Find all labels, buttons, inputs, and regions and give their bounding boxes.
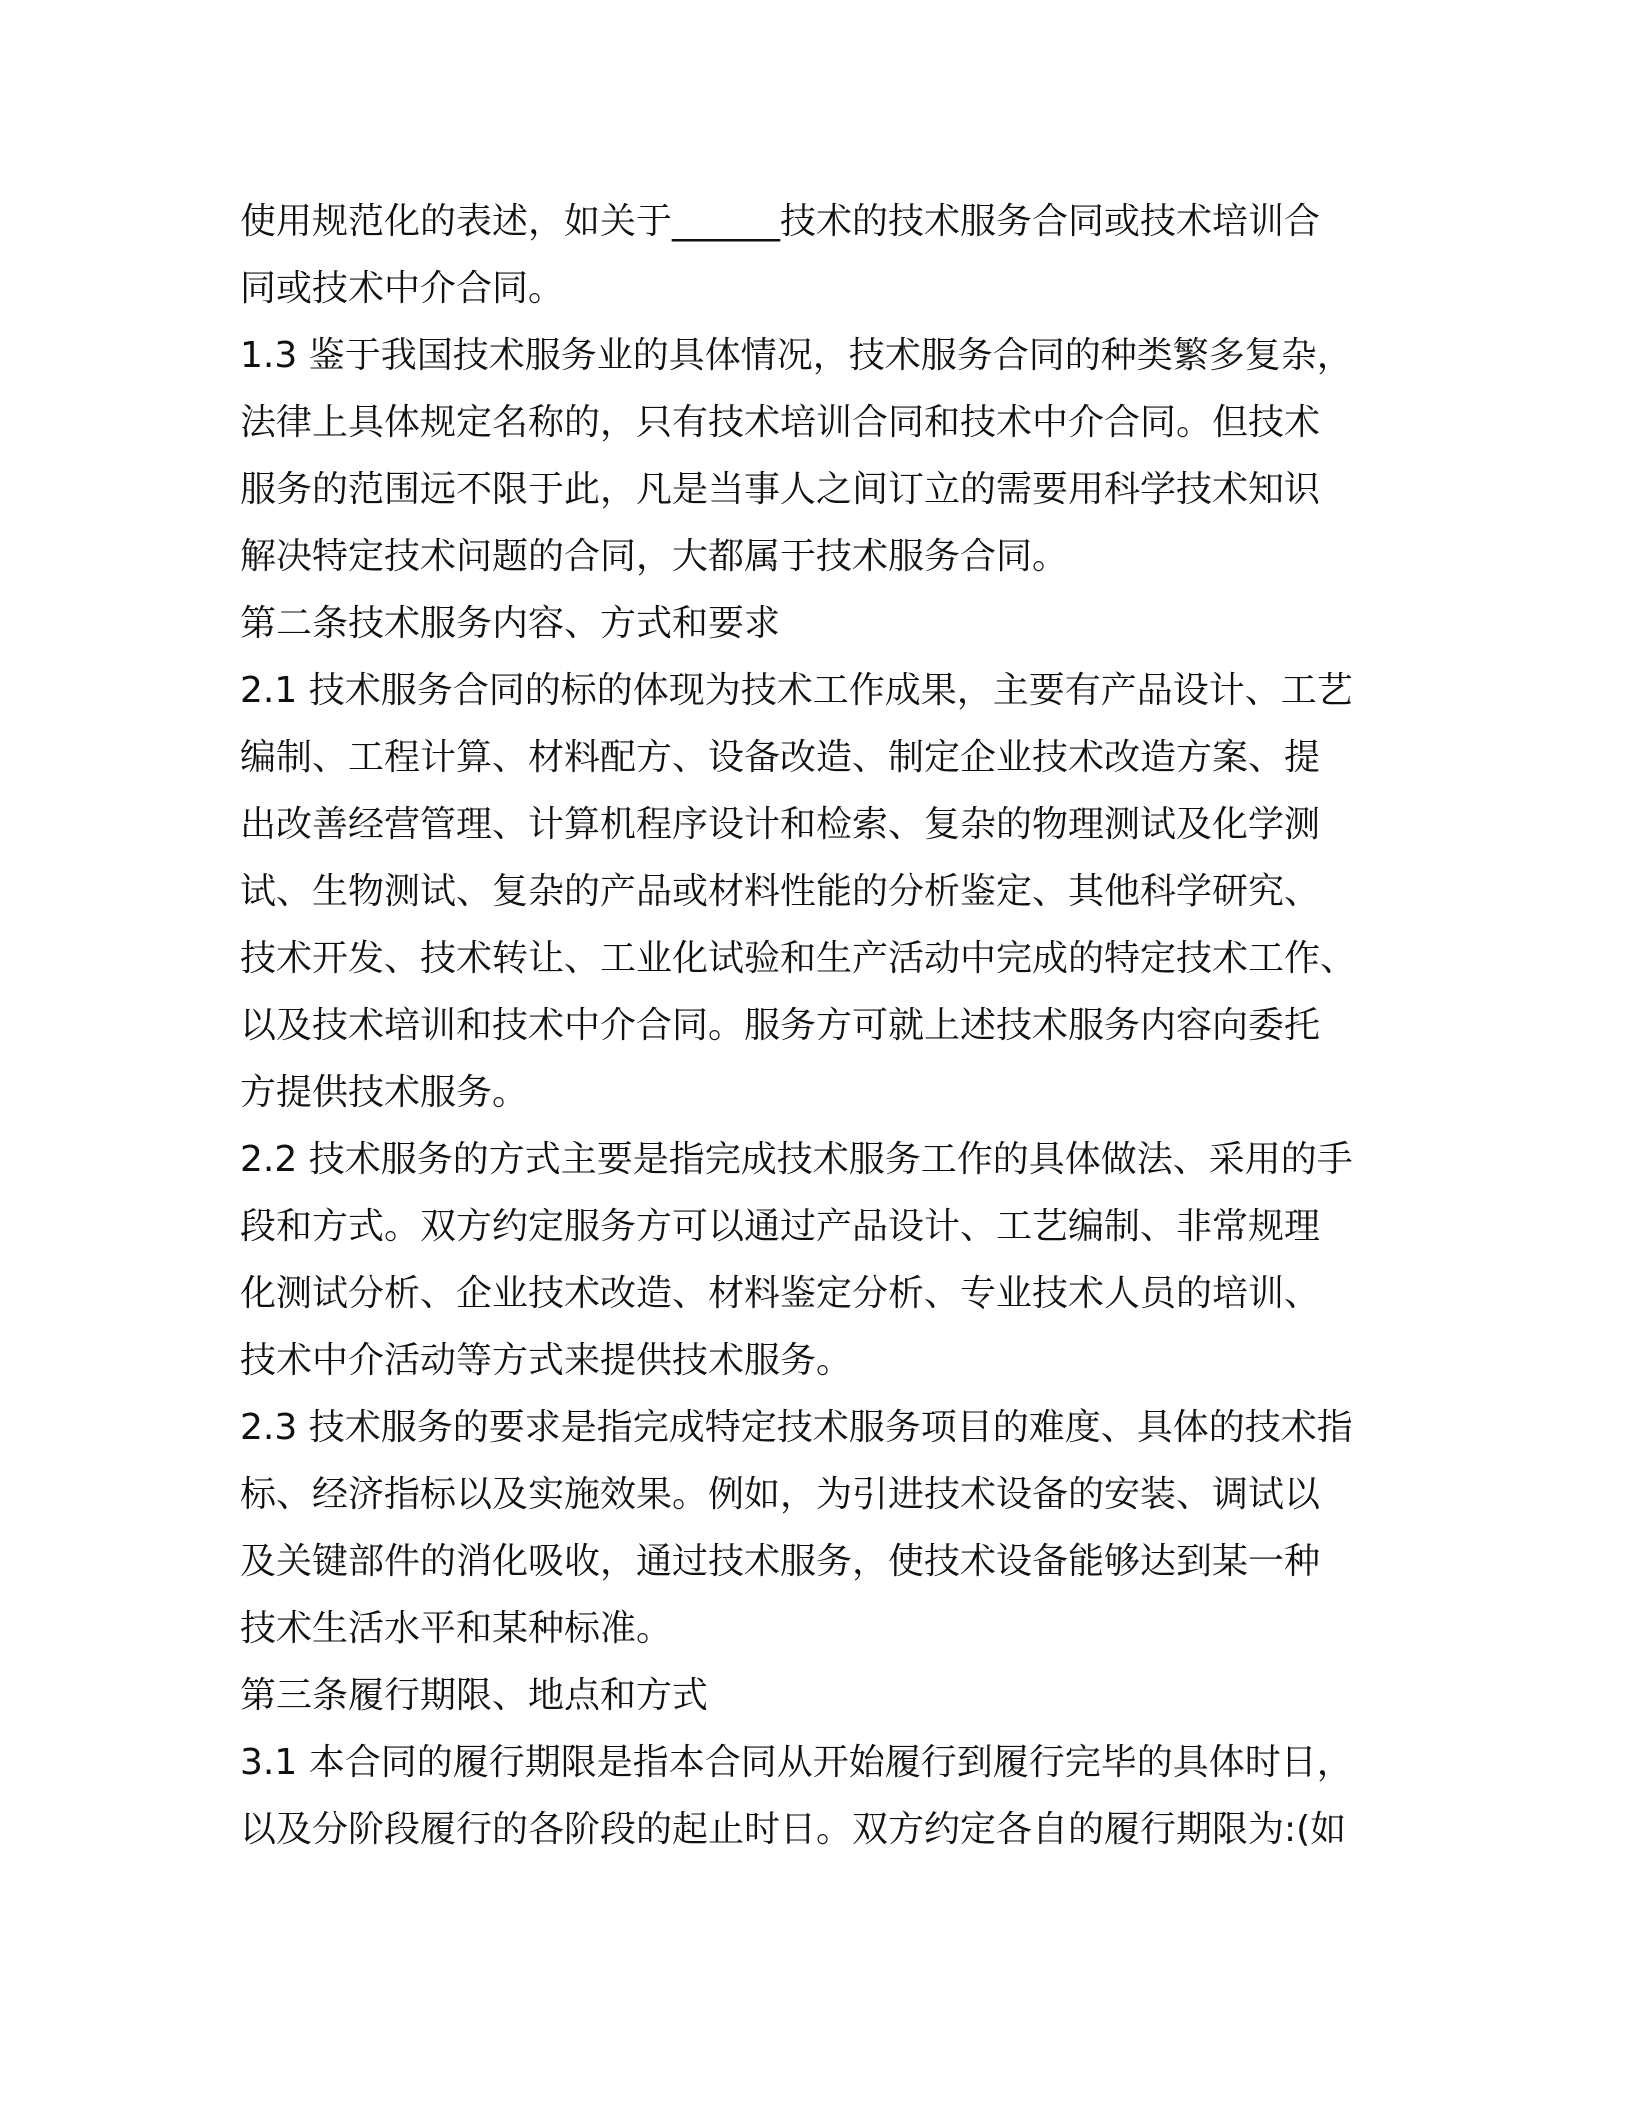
text-line: 及关键部件的消化吸收，通过技术服务，使技术设备能够达到某一种 <box>240 1541 1321 1582</box>
text-line: 3.1 本合同的履行期限是指本合同从开始履行到履行完毕的具体时日， <box>240 1742 1353 1783</box>
text-line: 使用规范化的表述，如关于______技术的技术服务合同或技术培训合 <box>240 201 1321 242</box>
text-line: 技术中介活动等方式来提供技术服务。 <box>240 1340 853 1381</box>
text-line: 标、经济指标以及实施效果。例如，为引进技术设备的安装、调试以 <box>240 1474 1321 1515</box>
text-line: 法律上具体规定名称的，只有技术培训合同和技术中介合同。但技术 <box>240 402 1321 443</box>
text-line: 以及技术培训和技术中介合同。服务方可就上述技术服务内容向委托 <box>240 1005 1321 1046</box>
text-line: 出改善经营管理、计算机程序设计和检索、复杂的物理测试及化学测 <box>240 804 1321 845</box>
text-line: 技术生活水平和某种标准。 <box>240 1608 673 1649</box>
text-line: 2.1 技术服务合同的标的体现为技术工作成果，主要有产品设计、工艺 <box>240 670 1353 711</box>
section-heading: 第三条履行期限、地点和方式 <box>240 1675 709 1716</box>
text-line: 2.3 技术服务的要求是指完成特定技术服务项目的难度、具体的技术指 <box>240 1407 1353 1448</box>
text-line: 解决特定技术问题的合同，大都属于技术服务合同。 <box>240 536 1069 577</box>
document-body <box>240 188 1400 1863</box>
text-line: 化测试分析、企业技术改造、材料鉴定分析、专业技术人员的培训、 <box>240 1273 1321 1314</box>
section-heading: 第二条技术服务内容、方式和要求 <box>240 603 781 644</box>
text-line: 段和方式。双方约定服务方可以通过产品设计、工艺编制、非常规理 <box>240 1206 1321 1247</box>
text-line: 1.3 鉴于我国技术服务业的具体情况，技术服务合同的种类繁多复杂， <box>240 335 1353 376</box>
text-line: 试、生物测试、复杂的产品或材料性能的分析鉴定、其他科学研究、 <box>240 871 1321 912</box>
text-line: 编制、工程计算、材料配方、设备改造、制定企业技术改造方案、提 <box>240 737 1321 778</box>
text-line: 技术开发、技术转让、工业化试验和生产活动中完成的特定技术工作、 <box>240 938 1357 979</box>
text-line: 方提供技术服务。 <box>240 1072 529 1113</box>
text-line: 同或技术中介合同。 <box>240 268 565 309</box>
text-line: 以及分阶段履行的各阶段的起止时日。双方约定各自的履行期限为:(如 <box>240 1809 1347 1850</box>
text-line: 服务的范围远不限于此，凡是当事人之间订立的需要用科学技术知识 <box>240 469 1321 510</box>
text-line: 2.2 技术服务的方式主要是指完成技术服务工作的具体做法、采用的手 <box>240 1139 1353 1180</box>
